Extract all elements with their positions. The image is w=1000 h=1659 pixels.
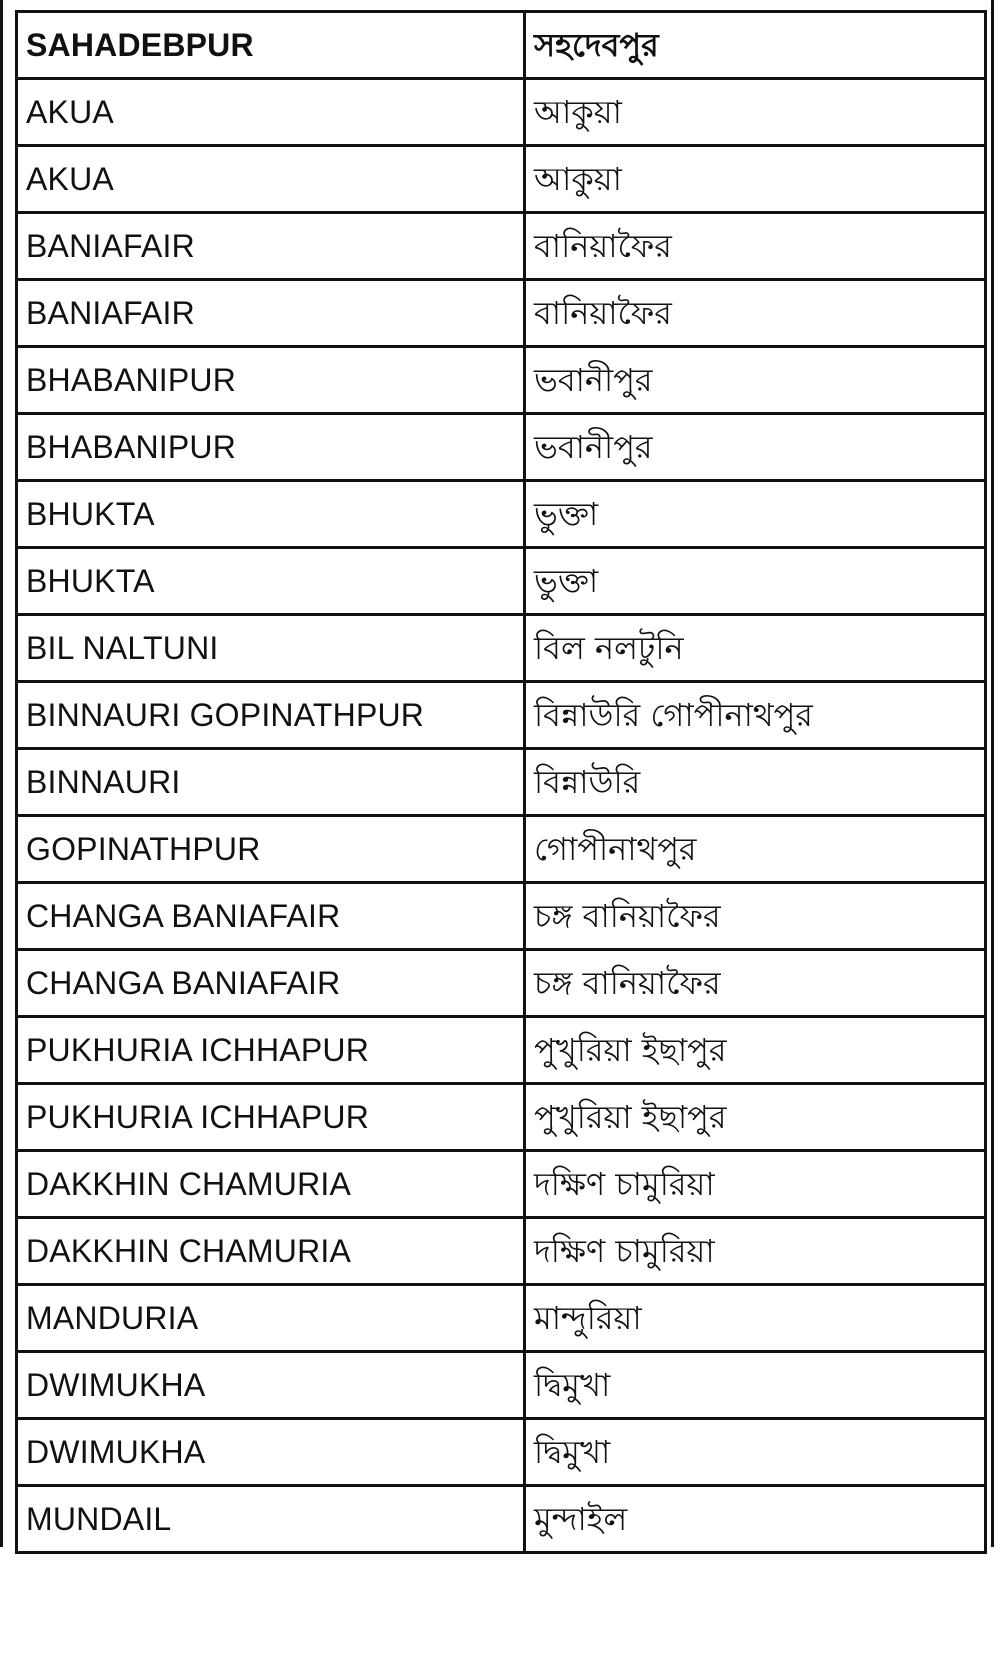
- bengali-name-cell: বিন্নাউরি: [534, 763, 641, 801]
- header-bengali-cell: সহদেবপুর: [534, 26, 659, 64]
- table-header-row: [18, 13, 984, 80]
- english-name-cell: DWIMUKHA: [18, 1353, 526, 1417]
- table-row: [18, 750, 984, 817]
- bengali-name-cell: বিল নলটুনি: [534, 629, 684, 667]
- bengali-name-cell: দক্ষিণ চামুরিয়া: [534, 1165, 715, 1203]
- bengali-name-cell: বানিয়াফৈর: [534, 294, 672, 332]
- english-name-cell: BANIAFAIR: [18, 214, 526, 278]
- english-name-cell: BANIAFAIR: [18, 281, 526, 345]
- english-name-cell: AKUA: [18, 147, 526, 211]
- table-row: [18, 1018, 984, 1085]
- outer-left-rule: [0, 0, 3, 1547]
- table-row: [18, 1286, 984, 1353]
- table-row: [18, 616, 984, 683]
- table-row: [18, 348, 984, 415]
- english-name-cell: DWIMUKHA: [18, 1420, 526, 1484]
- table-row: [18, 1420, 984, 1487]
- english-name-cell: CHANGA BANIAFAIR: [18, 951, 526, 1015]
- table-row: [18, 482, 984, 549]
- english-name-cell: DAKKHIN CHAMURIA: [18, 1219, 526, 1283]
- english-name-cell: GOPINATHPUR: [18, 817, 526, 881]
- table-row: [18, 549, 984, 616]
- english-name-cell: PUKHURIA ICHHAPUR: [18, 1085, 526, 1149]
- bengali-name-cell: চঙ্গ বানিয়াফৈর: [534, 897, 721, 935]
- table-row: [18, 415, 984, 482]
- english-name-cell: BIL NALTUNI: [18, 616, 526, 680]
- bengali-name-cell: বানিয়াফৈর: [534, 227, 672, 265]
- english-name-cell: MANDURIA: [18, 1286, 526, 1350]
- bengali-name-cell: চঙ্গ বানিয়াফৈর: [534, 964, 721, 1002]
- english-name-cell: BHABANIPUR: [18, 415, 526, 479]
- english-name-cell: DAKKHIN CHAMURIA: [18, 1152, 526, 1216]
- table-row: [18, 80, 984, 147]
- english-name-cell: BHABANIPUR: [18, 348, 526, 412]
- english-name-cell: PUKHURIA ICHHAPUR: [18, 1018, 526, 1082]
- bengali-name-cell: ভবানীপুর: [534, 361, 653, 399]
- place-name-table: [15, 10, 987, 1554]
- english-name-cell: BHUKTA: [18, 549, 526, 613]
- bengali-name-cell: আকুয়া: [534, 160, 622, 198]
- english-name-cell: MUNDAIL: [18, 1487, 526, 1551]
- bengali-name-cell: বিন্নাউরি গোপীনাথপুর: [534, 696, 813, 734]
- header-english-cell: SAHADEBPUR: [18, 13, 526, 77]
- bengali-name-cell: ভুক্তা: [534, 562, 599, 600]
- bengali-name-cell: আকুয়া: [534, 93, 622, 131]
- table-row: [18, 683, 984, 750]
- outer-right-rule: [991, 0, 994, 1547]
- english-name-cell: BINNAURI GOPINATHPUR: [18, 683, 526, 747]
- table-row: [18, 1085, 984, 1152]
- table-body: [18, 80, 984, 1554]
- bengali-name-cell: মান্দুরিয়া: [534, 1299, 642, 1337]
- bengali-name-cell: ভুক্তা: [534, 495, 599, 533]
- table-row: [18, 147, 984, 214]
- table-row: [18, 1219, 984, 1286]
- bengali-name-cell: ভবানীপুর: [534, 428, 653, 466]
- table-row: [18, 1152, 984, 1219]
- table-row: [18, 1353, 984, 1420]
- english-name-cell: BINNAURI: [18, 750, 526, 814]
- bengali-name-cell: পুখুরিয়া ইছাপুর: [534, 1031, 727, 1069]
- bengali-name-cell: দক্ষিণ চামুরিয়া: [534, 1232, 715, 1270]
- table-row: [18, 281, 984, 348]
- english-name-cell: BHUKTA: [18, 482, 526, 546]
- bengali-name-cell: দ্বিমুখা: [534, 1433, 611, 1471]
- english-name-cell: AKUA: [18, 80, 526, 144]
- english-name-cell: CHANGA BANIAFAIR: [18, 884, 526, 948]
- table-row: [18, 951, 984, 1018]
- bengali-name-cell: পুখুরিয়া ইছাপুর: [534, 1098, 727, 1136]
- bengali-name-cell: গোপীনাথপুর: [534, 830, 697, 868]
- table-row: [18, 884, 984, 951]
- bengali-name-cell: মুন্দাইল: [534, 1500, 628, 1538]
- table-row: [18, 214, 984, 281]
- table-row: [18, 817, 984, 884]
- table-row: [18, 1487, 984, 1554]
- bengali-name-cell: দ্বিমুখা: [534, 1366, 611, 1404]
